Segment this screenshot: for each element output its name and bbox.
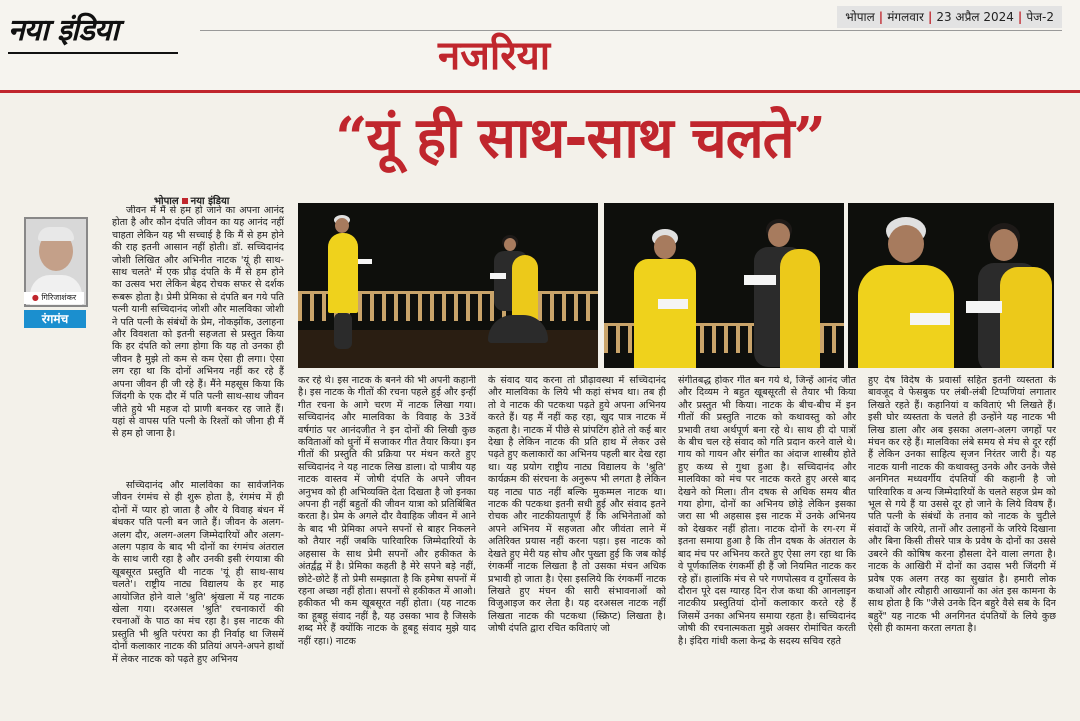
article-column-2 (298, 375, 476, 716)
play-photo-reading (604, 203, 844, 368)
logo-underline (8, 52, 178, 54)
article-column-1-part-1 (112, 205, 284, 475)
headline-open-quote: “ (335, 105, 367, 171)
masthead-red-rule (0, 90, 1080, 93)
headline-text: यूं ही साथ-साथ चलते (366, 106, 794, 171)
play-photo-stage-wide (298, 203, 598, 368)
header-divider (200, 30, 1062, 31)
paragraph: जीवन में मैं से हम हो जाने का अपना आनंद होता है और कौन दंपति जीवन का यह आनंद नहीं चाहता लेकिन यह भी सच्चाई है कि मैं से हम होने की राह इतनी आसान नहीं होती। डॉ. सच्चिदानंद जोशी लिखित और अभिनीत नाटक 'यूं ही साथ-साथ चलते' में एक प्रौढ़ दंपति के मैं से हम होने का उत्सव भरा लेकिन बेहद रोचक सफर से दर्शक रूबरू होता है। प्रेमी प्रेमिका से दंपति बन गये पति पत्नी यानी सच्चिदानंद जोशी और मालविका जोशी ने पति पत्नी के संबंधों के प्रेम, नोकझोंक, उलाहना और विवशता को इतनी सहजता से प्रस्तुत किया कि हर दंपति को लगा होगा कि यह तो उनका ही जीवन है मुझे तो कम से कम ऐसा ही लगा। ऐसा लग रहा था कि दोनों अभिनय नहीं कर रहे हैं अपना जीवन ही जी रहे हैं। मैंने महसूस किया कि जिंदगी के एक दौर में पति पत्नी साथ-साथ जीवन जीते हुये भी महज दो प्राणी बनकर रह जाते हैं। यहां से वापस पति पत्नी के रिश्तों को जीना ही मैं से हम हो जाना है। (112, 205, 284, 440)
masthead (0, 0, 1080, 92)
byline-source: नया इंडिया (190, 196, 230, 207)
dateline-date: 23 अप्रैल 2024 (936, 10, 1014, 24)
dateline-day: मंगलवार (887, 10, 924, 24)
headline (185, 98, 975, 174)
paragraph: सच्चिदानंद और मालविका का सार्वजनिक जीवन रंगमंच से ही शुरू होता है, रंगमंच में ही दोनों में प्यार हो जाता है और ये विवाह बंधन में बंधकर पति पत्नी बन जाते हैं। जीवन के अलग-अलग दौर, अलग-अलग जिम्मेदारियों और अलग-अलग पड़ाव के बाद भी दोनों का रंगमंच अंतराल के साथ जारी रहा है और उनकी इसी रंगयात्रा की खूबसूरत प्रस्तुति थी नाटक 'यूं ही साथ-साथ चलते'। राष्ट्रीय नाट्य विद्यालय के हर माह आयोजित होने वाले 'श्रुति' श्रृंखला में यह नाटक खेला गया। दरअसल 'श्रुति' रचनाकारों की रचनाओं के पाठ का मंच रहा है। इस नाटक की प्रस्तुति भी श्रुति परंपरा का ही निर्वाह था जिसमें दोनों कलाकार नाटक की प्रतियां अपने-अपने हाथों में लेकर नाटक को पढ़ते हुए अभिनय (112, 480, 284, 665)
play-photo-closeup (848, 203, 1054, 368)
headline-close-quote: ” (793, 105, 825, 171)
dateline-page: पेज-2 (1026, 10, 1054, 24)
dateline: भोपाल | मंगलवार | 23 अप्रैल 2024 | पेज-2 (837, 6, 1062, 28)
column-tag: रंगमंच (24, 310, 86, 328)
author-name-text: गिरिजाशंकर (41, 293, 77, 302)
paragraph: कर रहे थे। इस नाटक के बनने की भी अपनी कहानी है। इस नाटक के गीतों की रचना पहले हुई और इन्हीं गीत रचना के आगे चरण में नाटक लिखा गया। सच्चिदानंद और मालविका के विवाह के 33वें वर्षगांठ पर आनंदजीत ने इन दोनों की लिखी कुछ कविताओं को धुनों में सजाकर गीत तैयार किया। इन गीतों की प्रस्तुति की प्रक्रिया पर मंथन करते हुए सच्चिदानंद ने यह नाटक लिख डाला। दो पात्रीय यह नाटक वास्तव में जोषी दंपति के अपने जीवन अनुभव को ही अभिव्यक्ति देता दिखता है जो इनका अपना ही नहीं बहुतों की जीवन यात्रा को प्रतिबिंबित करता है। प्रेम के अगले दौर वैवाहिक जीवन में आने के बाद भी प्रेमिका अपने सपनों से बाहर निकलने को तैयार नहीं जबकि पारिवारिक जिम्मेदारियों के अहसास के साथ प्रेमी सपनों और हकीकत के अंतर्द्वंद्व में है। प्रेमिका कहती है मेरे सपने बड़े नहीं, छोटे-छोटे हैं तो प्रेमी समझाता है कि हमेषा सपनों में रहना अच्छा नहीं होता। सपनों से हकीकत में आओ। हकीकत भी कम खूबसूरत नहीं होता। (यह नाटक का हूबहू संवाद नहीं है, यह उसका भाव है जिसके शब्द मेरे हैं क्योंकि नाटक के हूबहू संवाद मुझे याद नहीं रहा।) नाटक (298, 375, 476, 647)
section-title: नजरिया (438, 33, 551, 79)
byline-place: भोपाल (154, 196, 179, 207)
article-column-5 (868, 375, 1056, 716)
author-name: ● गिरिजाशंकर (24, 292, 84, 304)
newspaper-logo: नया इंडिया (8, 13, 118, 48)
dateline-city: भोपाल (845, 10, 875, 24)
article-column-4 (678, 375, 856, 716)
paragraph: हुए देष विदेष के प्रवासों सहित इतनी व्यस्तता के बावजूद वे फेसबुक पर लंबी-लंबी टिप्पणियां लगातार लिखते रहते हैं। कहानियां व कविताएं भी लिखते हैं। इसी घोर व्यस्तता के चलते ही उन्होंने यह नाटक भी लिख डाला और अब इसका अलग-अलग जगहों पर मंचन कर रहे हैं। मालविका लंबे समय से मंच से दूर रहीं हैं लेकिन उनका साहित्य सृजन निरंतर जारी है। यह नाटक यानी नाटक की कथावस्तु उनके और उनके जैसे अनगिनत मध्यवर्गीय दंपतियों की कहानी है जो पारिवारिक व अन्य जिम्मेदारियों के चलते सहज प्रेम को भूल से गये हैं या उससे दूर हो जाने के लिये विवष हैं। पति पत्नी के संबंधों के तनाव को नाटक के चुटीले संवादों के जरिये, तानों और उलाहनों के जरिये दिखाना और बिना किसी तीसरे पात्र के प्रवेष के दोनों का उससे उबरने की कोषिष करना हौसला देने वाला लगता है। नाटक के आखिरी में दोनों का उदास भरी जिंदगी में प्रवेष एक अलग तरह का सुखांत है। हमारी लोक कथाओं और त्यौहारी आख्यानों का अंत इस कामना के साथ होता है कि "जैसे उनके दिन बहुरे वैसे सब के दिन बहुरें" यह नाटक भी अनगिनत दंपतियों के लिये कुछ ऐसी ही कामना करता लगता है। (868, 375, 1056, 635)
paragraph: संगीतबद्ध होकर गीत बन गये थे, जिन्हें आनंद जीत और दिव्यम ने बहुत खूबसूरती से तैयार भी किया और प्रस्तुत भी किया। नाटक के बीच-बीच में इन गीतों की प्रस्तुति नाटक को कथावस्तु को और प्रभावी तथा अर्थपूर्ण बना रहे थे। साथ ही दो पात्रों के बीच चल रहे संवाद को गति प्रदान करने वाले थे। गाय को गायन और संगीत का अंदाज शास्त्रीय होते हुए कथ्य से गुथा हुआ है। सच्चिदानंद और मालविका को मंच पर नाटक करते हुए अरसे बाद देखने को मिला। तीन दषक से अधिक समय बीत गया होगा, दोनों का अभिनय छोड़े लेकिन इसका जरा सा भी अहसास इस नाटक में उनके अभिनय को देखकर नहीं होता। नाटक दोनों के रग-रग में इतना समाया हुआ है कि तीन दषक के अंतराल के बाद मंच पर अभिनय करते हुए ऐसा लग रहा था कि वे पूर्णकालिक रंगकर्मी ही हैं जो नियमित नाटक कर रहे हों। हालांकि मंच से परे गणपोत्सव व दुर्गोत्सव के दौरान पूरे दस ग्यारह दिन रोज कथा की आनलाइन नाटकीय प्रस्तुतियां दोनों कलाकार करते रहे हैं जिसमें उनका अभिनय समाया रहता है। सच्चिदानंद जोषी की रचनात्मकता मुझे अक्सर रोमांचित करती है। इंदिरा गांधी कला केन्द्र के सदस्य सचिव रहते (678, 375, 856, 647)
article-column-1-part-2 (112, 480, 284, 716)
article-column-3 (488, 375, 666, 716)
paragraph: के संवाद याद करना तो प्रौढ़ावस्था में सच्चिदानंद और मालविका के लिये भी कहां संभव था। तब ही तो वे नाटक की पटकथा पढ़ते हुये अपना अभिनय करते हैं। यह मैं नहीं कह रहा, खुद पात्र नाटक में कहता है। नाटक में पीछे से प्रांपटिंग होते तो कई बार देखा है लेकिन नाटक की प्रति हाथ में लेकर उसे पढ़ते हुए कलाकारों का अभिनय पहली बार देख रहा था। यह प्रयोग राष्ट्रीय नाट्य विद्यालय के 'श्रुति' कार्यक्रम की संरचना के अनुरूप भी लगता है लेकिन यह नाट्य पाठ नहीं बल्कि मुकम्मल नाटक था। नाटक की पटकथा इतनी सधी हुई और संवाद इतने रोचक और नाटकीयतापूर्ण हैं कि अभिनेताओं को अपने अभिनय में सहजता और जीवंता लाने में अतिरिक्त प्रयास नहीं करना पड़ा। इस नाटक को देखते हुए मेरी यह सोच और पुख्ता हुई कि जब कोई रंगकर्मी नाटक लिखता है तो उसका मंचन अधिक प्रभावी हो जाता है। ऐसा इसलिये कि रंगकर्मी नाटक लिखते हुए मंचन की सारी संभावनाओं को विजुआइज कर लेता है। यह दरअसल नाटक नहीं लिखता नाटक की पटकथा (स्क्रिप्ट) लिखता है। जोषी दंपति द्वारा रचित कविताएं जो (488, 375, 666, 635)
